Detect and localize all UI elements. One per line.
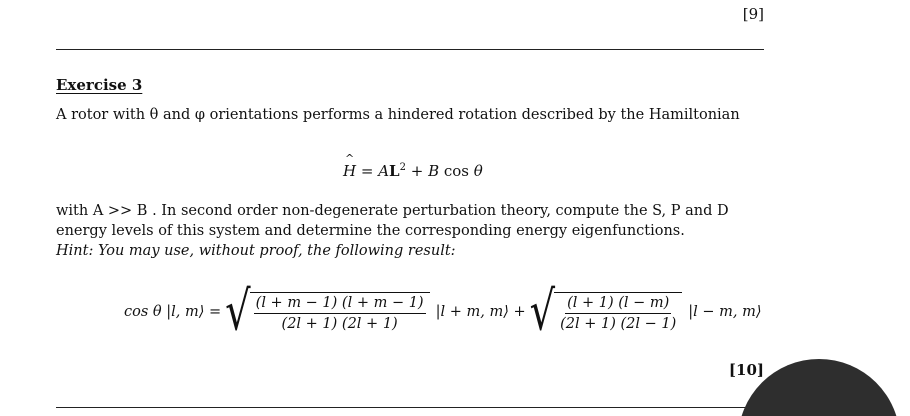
fraction-2-denominator: (2l + 1) (2l − 1) [560,316,677,332]
hamiltonian-cos: cos [439,162,474,180]
radical-sign: √ [529,280,556,344]
hamiltonian-theta: θ [473,162,483,180]
formula-ket-2: |l − m, m⟩ [688,304,762,320]
hamiltonian-exp: 2 [399,162,406,173]
hamiltonian-a: A [378,162,390,180]
sqrt-term-1 [225,280,429,344]
fraction-2-numerator: (l + 1) (l − m) [565,295,671,314]
formula-lhs: cos θ |l, m⟩ = [124,304,222,320]
radical-sign: √ [225,280,251,344]
fraction-1 [250,292,430,332]
fraction-1-denominator: (2l + 1) (2l + 1) [281,316,398,332]
hamiltonian-symbol: ^ H [343,162,356,180]
marks-previous: [9] [742,5,764,23]
hamiltonian-l: L [389,162,400,180]
sqrt-term-2 [529,280,683,344]
fraction-2 [554,292,682,332]
divider-bottom [56,407,764,408]
hint-formula [124,280,762,344]
fraction-1-numerator: (l + m − 1) (l + m − 1) [254,295,426,314]
marks-current: [10] [728,361,764,379]
formula-ket-1: |l + m, m⟩ + [435,304,526,320]
hamiltonian-eq: = [356,162,379,180]
exercise-hint: Hint: You may use, without proof, the following result: [56,243,456,259]
hamiltonian-plus: + [405,162,429,180]
hamiltonian-b: B [428,162,440,180]
exercise-task: with A >> B . In second order non-degenerate perturbation theory, compute the S, P and D energy levels of this system and determine the corresponding energy eigenfunctions. [56,203,729,239]
hamiltonian-equation [343,162,483,180]
exercise-intro: A rotor with θ and φ orientations performs a hindered rotation described by the Hamiltonian [56,107,740,123]
divider-top [56,49,764,50]
exercise-heading: Exercise 3 [56,76,143,94]
